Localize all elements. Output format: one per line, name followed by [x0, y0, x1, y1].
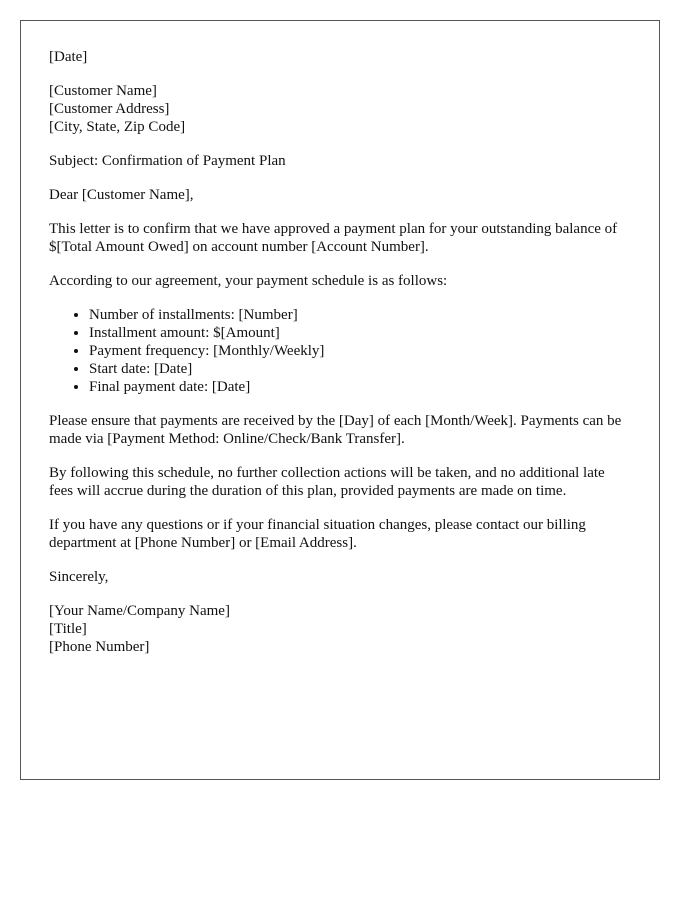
recipient-city-state-zip: [City, State, Zip Code] — [49, 119, 186, 135]
schedule-item-frequency: • Payment frequency: [Monthly/Weekly] — [89, 342, 631, 360]
schedule-item-amount: • Installment amount: $[Amount] — [89, 324, 631, 342]
payment-instructions-paragraph: Please ensure that payments are received by the [Day] of each [Month/Week]. Payments can be made via [Payment Method: Online/Check/Bank Transfer]. — [49, 413, 622, 447]
signature-name: [Your Name/Company Name] — [49, 603, 230, 619]
schedule-item-installments: • Number of installments: [Number] — [89, 306, 631, 324]
contact-paragraph: If you have any questions or if your financial situation changes, please contact our billing department at [Phone Number] or [Email Address]. — [49, 517, 586, 551]
letter-page — [20, 20, 660, 780]
schedule-item-final-date: • Final payment date: [Date] — [89, 378, 631, 396]
recipient-name: [Customer Name] — [49, 83, 157, 99]
recipient-address: [Customer Address] — [49, 101, 170, 117]
signature-block — [49, 602, 631, 656]
schedule-item-start-date: • Start date: [Date] — [89, 360, 631, 378]
letter-date: [Date] — [49, 49, 88, 65]
signature-title: [Title] — [49, 621, 87, 637]
collection-terms-paragraph: By following this schedule, no further collection actions will be taken, and no additional late fees will accrue during the duration of this plan, provided payments are made on time. — [49, 465, 605, 499]
letter-closing: Sincerely, — [49, 569, 109, 585]
letter-subject: Subject: Confirmation of Payment Plan — [49, 153, 286, 169]
recipient-address-block — [49, 82, 631, 136]
payment-schedule-list — [49, 306, 631, 396]
confirmation-paragraph: This letter is to confirm that we have approved a payment plan for your outstanding balance of $[Total Amount Owed] on account number [Account Number]. — [49, 221, 618, 255]
signature-phone: [Phone Number] — [49, 639, 150, 655]
schedule-intro-paragraph: According to our agreement, your payment schedule is as follows: — [49, 273, 448, 289]
letter-salutation: Dear [Customer Name], — [49, 187, 194, 203]
